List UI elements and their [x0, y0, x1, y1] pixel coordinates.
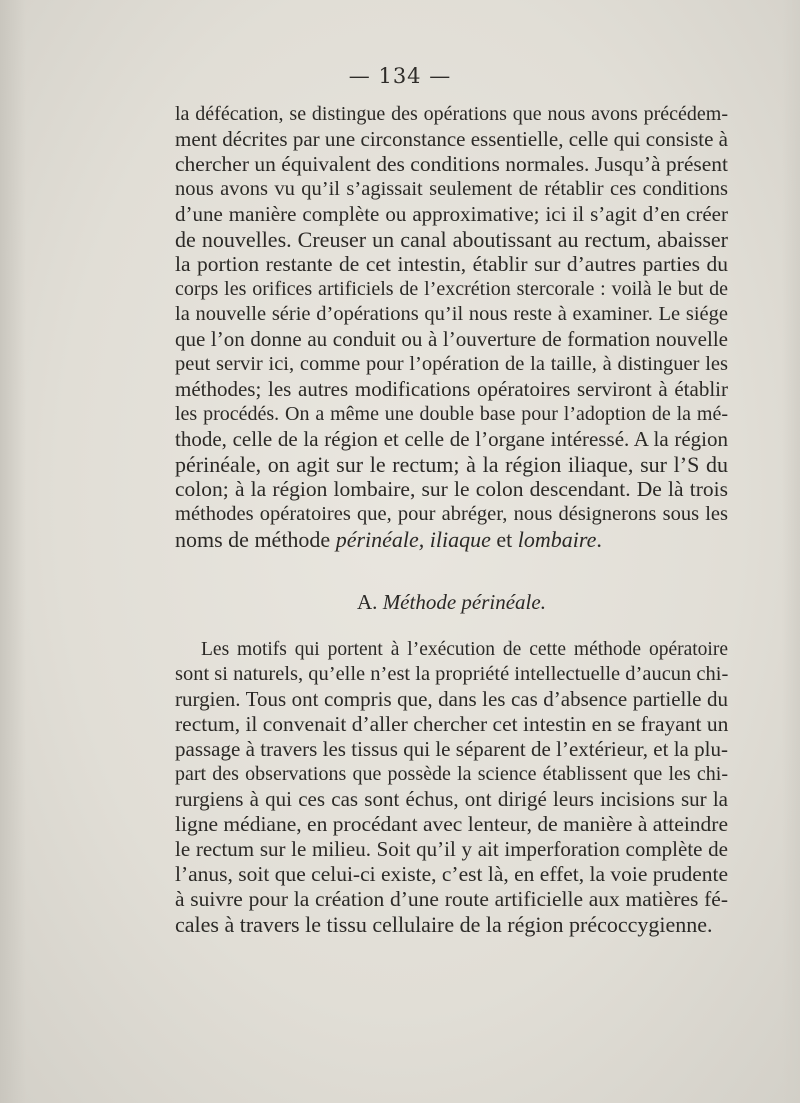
text-line: l’anus, soit que celui-ci existe, c’est là, en effet, la voie prudente — [175, 862, 729, 886]
page-edge-shadow — [782, 0, 800, 1103]
text-fragment: noms de méthode — [175, 527, 336, 552]
text-line: la défécation, se distingue des opérations que nous avons précédem- — [175, 103, 728, 125]
text-line: rurgiens à qui ces cas sont échus, ont dirigé leurs incisions sur la — [175, 787, 728, 811]
text-line-last: cales à travers le tissu cellulaire de la région précoccygienne. — [175, 912, 713, 937]
text-fragment: . — [596, 527, 602, 552]
text-line: périnéale, on agit sur le rectum; à la région iliaque, sur l’S du — [175, 452, 728, 477]
paragraph-intro — [175, 102, 728, 552]
page-number: — 134 — — [348, 64, 452, 88]
method-term-italic: périnéale, iliaque — [335, 527, 491, 552]
body-text — [175, 102, 728, 937]
section-letter: A. — [357, 590, 383, 614]
text-line: d’une manière complète ou approximative; ici il s’agit d’en créer — [175, 202, 728, 226]
text-line: sont si naturels, qu’elle n’est la propriété intellectuelle d’aucun chi- — [175, 663, 729, 685]
text-line: peut servir ici, comme pour l’opération de la taille, à distinguer les — [175, 353, 728, 375]
text-line: le rectum sur le milieu. Soit qu’il y ait imperforation complète de — [175, 837, 728, 861]
text-line: corps les orifices artificiels de l’excrétion stercorale : voilà le but de — [175, 278, 728, 300]
binding-shadow — [0, 0, 26, 1103]
text-line: les procédés. On a même une double base pour l’adoption de la mé- — [175, 403, 728, 425]
section-heading — [175, 590, 728, 615]
text-line: de nouvelles. Creuser un canal aboutissant au rectum, abaisser — [175, 227, 728, 252]
text-line-last — [175, 527, 728, 552]
paragraph-perineal — [175, 637, 728, 937]
text-line: colon; à la région lombaire, sur le colon descendant. De là trois — [175, 477, 728, 501]
text-line: thode, celle de la région et celle de l’organe intéressé. A la région — [175, 427, 728, 451]
text-line: ligne médiane, en procédant avec lenteur, de manière à atteindre — [175, 812, 728, 836]
text-line: que l’on donne au conduit ou à l’ouverture de formation nouvelle — [175, 327, 728, 351]
text-line: chercher un équivalent des conditions normales. Jusqu’à présent — [175, 152, 728, 176]
text-line: ment décrites par une circonstance essentielle, celle qui consiste à — [175, 127, 728, 151]
text-line: méthodes; les autres modifications opératoires serviront à établir — [175, 377, 728, 401]
text-line: méthodes opératoires que, pour abréger, nous désignerons sous les — [175, 503, 728, 525]
text-fragment: et — [490, 527, 518, 552]
text-line: passage à travers les tissus qui le séparent de l’extérieur, et la plu- — [175, 737, 728, 761]
text-line: à suivre pour la création d’une route artificielle aux matières fé- — [175, 887, 728, 911]
text-line: nous avons vu qu’il s’agissait seulement de rétablir ces conditions — [175, 178, 728, 200]
text-line: la portion restante de cet intestin, établir sur d’autres parties du — [175, 252, 728, 276]
text-line: rurgien. Tous ont compris que, dans les cas d’absence partielle du — [175, 687, 728, 711]
text-line: rectum, il convenait d’aller chercher cet intestin en se frayant un — [175, 712, 729, 736]
text-line: Les motifs qui portent à l’exécution de cette méthode opératoire — [201, 639, 728, 660]
section-title: Méthode périnéale. — [382, 590, 546, 614]
text-line: part des observations que possède la science établissent que les chi- — [175, 763, 728, 785]
method-term-italic: lombaire — [517, 527, 597, 552]
text-line: la nouvelle série d’opérations qu’il nous reste à examiner. Le siége — [175, 303, 728, 325]
